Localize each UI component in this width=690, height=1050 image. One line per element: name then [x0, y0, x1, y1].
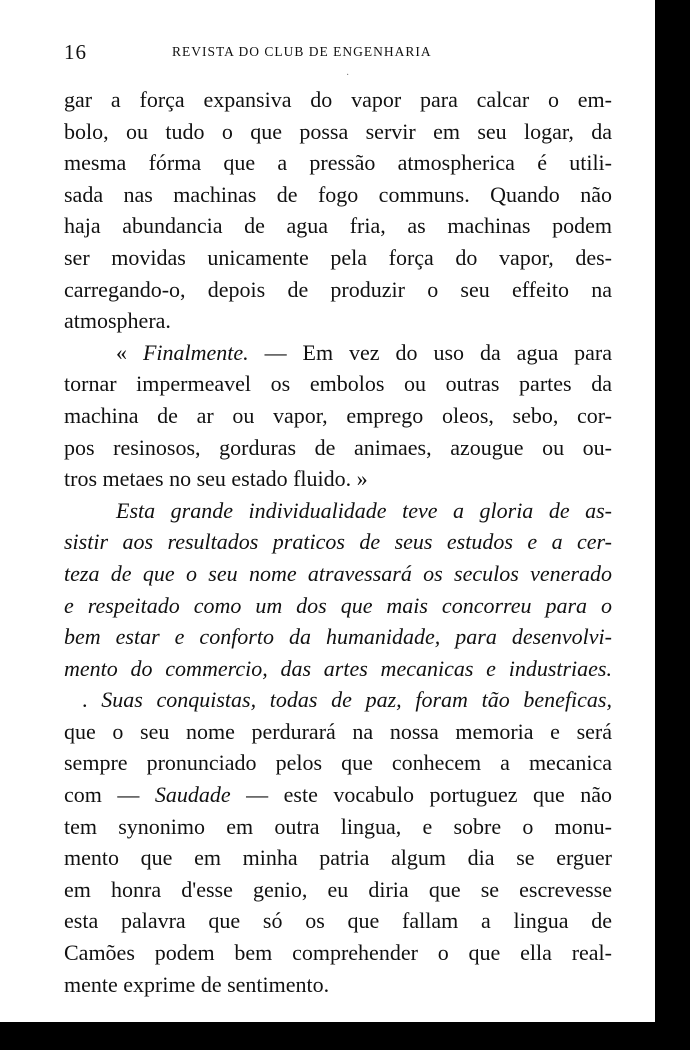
quote-line-finalmente	[64, 337, 612, 369]
text-line: tros metaes no seu estado fluido. »	[64, 466, 368, 492]
stray-dot: .	[82, 687, 102, 713]
text-line-suas	[64, 684, 612, 716]
text-line: sempre pronunciado pelos que conhecem a mecanica	[64, 750, 612, 776]
com-post: — este vocabulo portuguez que não	[230, 782, 612, 808]
body-text	[64, 84, 612, 1000]
com-pre: com —	[64, 782, 155, 808]
running-title: REVISTA DO CLUB DE ENGENHARIA	[172, 44, 432, 59]
text-line: carregando-o, depois de produzir o seu effeito na	[64, 276, 612, 302]
finalmente-rest: — Em vez do uso da agua para	[248, 339, 612, 365]
text-line: sada nas machinas de fogo communs. Quando não	[64, 181, 612, 207]
saudade-word: Saudade	[154, 782, 231, 808]
text-line: atmosphera.	[64, 308, 171, 334]
ink-speck: ·	[346, 70, 350, 81]
italic-line: e respeitado como um dos que mais concorreu para o	[64, 592, 612, 618]
italic-line: sistir aos resultados praticos de seus estudos e a cer-	[64, 529, 612, 555]
text-line: que o seu nome perdurará na nossa memoria e será	[64, 718, 612, 744]
italic-line: Esta grande individualidade teve a gloria de as-	[116, 497, 612, 523]
text-line: mesma fórma que a pressão atmospherica é utili-	[64, 150, 612, 176]
text-line: machina de ar ou vapor, emprego oleos, sebo, cor-	[64, 402, 612, 428]
finalmente-word: Finalmente.	[142, 339, 249, 365]
page-header	[64, 40, 612, 81]
text-line: pos resinosos, gorduras de animaes, azougue ou ou-	[64, 434, 612, 460]
text-line: haja abundancia de agua fria, as machinas podem	[64, 213, 612, 239]
italic-line: mento do commercio, das artes mecanicas e industriaes.	[64, 655, 612, 681]
text-line: Camões podem bem comprehender o que ella real-	[64, 940, 612, 966]
text-line: tem synonimo em outra lingua, e sobre o monu-	[64, 813, 612, 839]
text-line: esta palavra que só os que fallam a lingua de	[64, 908, 612, 934]
quote-open: «	[116, 339, 143, 365]
page-number: 16	[64, 40, 87, 64]
text-line: mente exprime de sentimento.	[64, 971, 330, 997]
text-line: tornar impermeavel os embolos ou outras partes da	[64, 371, 612, 397]
italic-line: bem estar e conforto da humanidade, para desenvolvi-	[64, 624, 612, 650]
text-line: bolo, ou tudo o que possa servir em seu logar, da	[64, 118, 612, 144]
text-line: mento que em minha patria algum dia se erguer	[64, 845, 612, 871]
scan-border-right	[655, 0, 690, 1050]
text-line: em honra d'esse genio, eu diria que se escrevesse	[64, 876, 612, 902]
suas-italic: Suas conquistas, todas de paz, foram tão beneficas,	[101, 687, 612, 713]
scan-border-bottom	[0, 1022, 690, 1050]
text-line: ser movidas unicamente pela força do vapor, des-	[64, 244, 612, 270]
italic-line: teza de que o seu nome atravessará os seculos venerado	[64, 560, 612, 586]
text-line: gar a força expansiva do vapor para calcar o em-	[64, 87, 612, 112]
text-line-saudade	[64, 779, 612, 811]
